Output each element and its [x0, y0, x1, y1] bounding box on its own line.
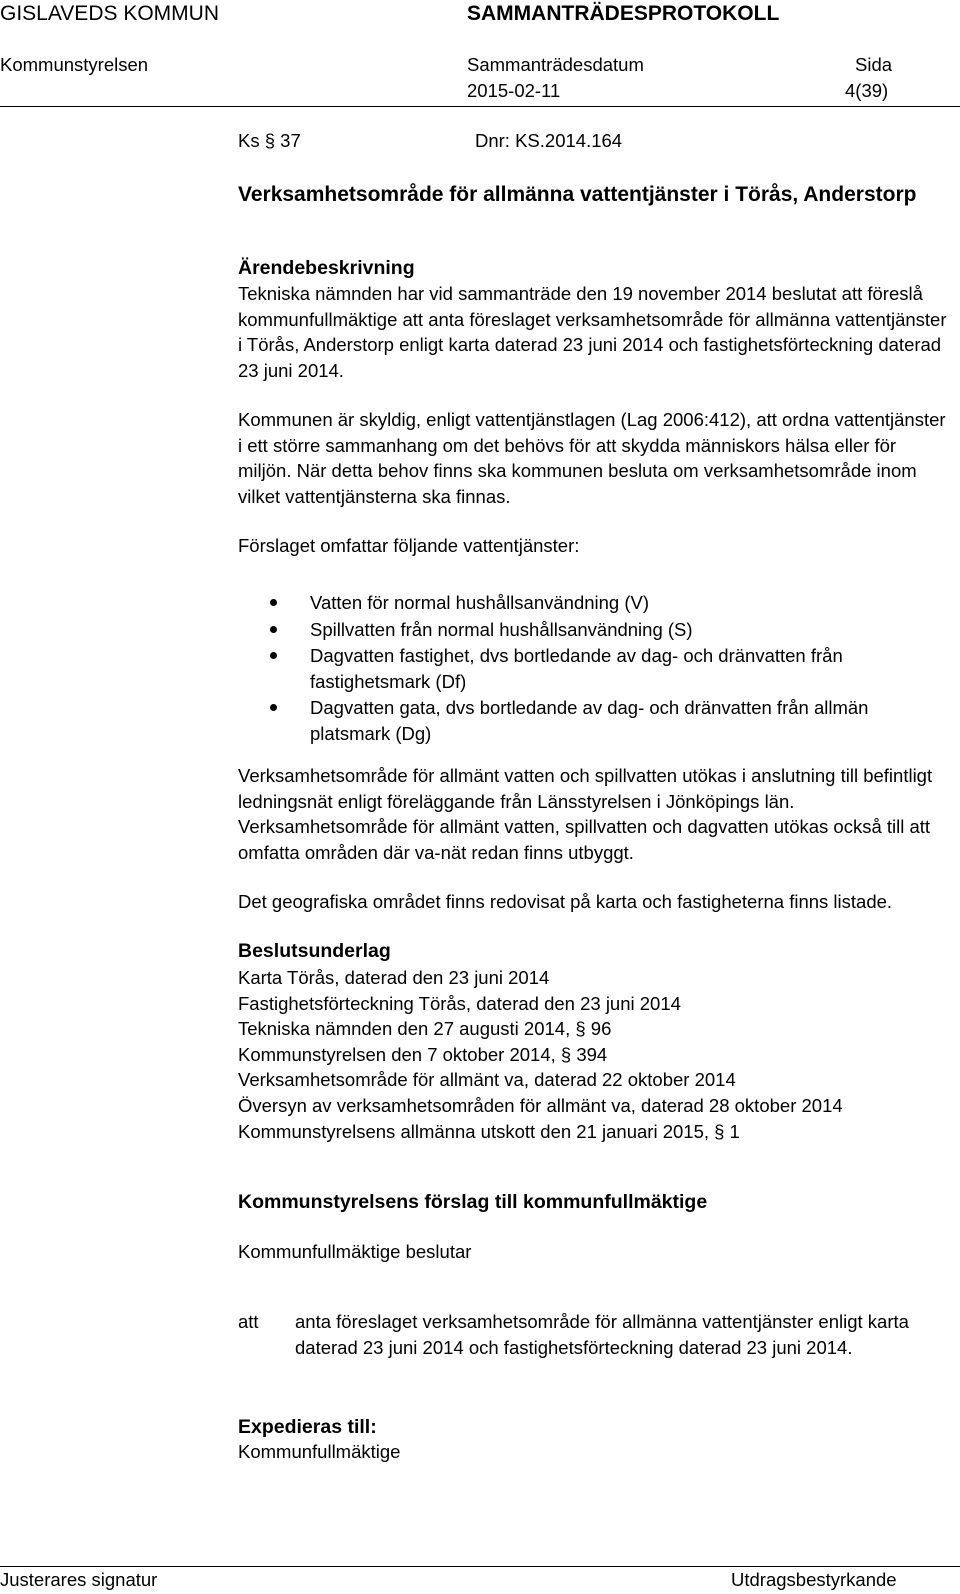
- list-item: Kommunstyrelsen den 7 oktober 2014, § 394: [238, 1043, 608, 1065]
- meeting-date-value: 2015-02-11: [467, 80, 561, 101]
- services-list: [238, 590, 950, 748]
- clause-text: anta föreslaget verksamhetsområde för allmänna vattentjänster enligt karta daterad 23 juni 2014 och fastighetsförteckning daterad 23 juni 2014.: [295, 1311, 909, 1358]
- list-item: Karta Törås, daterad den 23 juni 2014: [238, 967, 550, 988]
- footer-divider: [0, 1566, 960, 1567]
- list-item: Tekniska nämnden den 27 augusti 2014, § 96: [238, 1018, 612, 1040]
- meeting-date-label: Sammanträdesdatum: [467, 54, 644, 75]
- body-label: Kommunstyrelsen: [0, 54, 149, 75]
- bullet-icon: [270, 652, 277, 659]
- decision-intro: Kommunfullmäktige beslutar: [238, 1241, 472, 1262]
- bullet-icon: [270, 599, 277, 606]
- section-heading-beslutsunderlag: Beslutsunderlag: [238, 940, 391, 962]
- municipality-name: GISLAVEDS KOMMUN: [0, 2, 219, 25]
- list-item: Fastighetsförteckning Törås, daterad den 23 juni 2014: [238, 992, 681, 1014]
- recipient: Kommunfullmäktige: [238, 1441, 401, 1462]
- footer-right: Utdragsbestyrkande: [731, 1569, 897, 1590]
- page-title: Verksamhetsområde för allmänna vattentjänster i Törås, Anderstorp: [238, 183, 917, 206]
- list-item: Vatten för normal hushållsanvändning (V): [238, 590, 950, 616]
- case-paragraph: Ks § 37: [238, 130, 301, 151]
- paragraph-5: Det geografiska området finns redovisat på karta och fastigheterna finns listade.: [238, 891, 893, 912]
- list-item: Kommunstyrelsens allmänna utskott den 21 januari 2015, § 1: [238, 1120, 740, 1142]
- list-item: Översyn av verksamhetsområden för allmänt va, daterad 28 oktober 2014: [238, 1094, 843, 1116]
- list-item: Spillvatten från normal hushållsanvändning (S): [238, 617, 950, 643]
- list-item: Dagvatten gata, dvs bortledande av dag- och dränvatten från allmän platsmark (Dg): [238, 695, 950, 746]
- section-heading-expedieras: Expedieras till:: [238, 1416, 377, 1438]
- bullet-icon: [270, 626, 277, 633]
- page-label: Sida: [855, 54, 893, 75]
- paragraph-4: Verksamhetsområde för allmänt vatten och spillvatten utökas i anslutning till befintligt ledningsnät enligt föreläggande från Länsstyrelsen i Jönköpings län. Verksamhetsområde för allmänt vatten, spillvatten och dagvatten utökas också till att omfatta områden där va-nät redan finns utbyggt.: [238, 765, 933, 863]
- section-heading-forslag: Kommunstyrelsens förslag till kommunfullmäktige: [238, 1191, 708, 1213]
- header-divider: [0, 106, 960, 107]
- page-number: 4(39): [845, 80, 889, 101]
- bullet-icon: [270, 704, 277, 711]
- paragraph-3: Förslaget omfattar följande vattentjänster:: [238, 535, 580, 556]
- list-item: Verksamhetsområde för allmänt va, daterad 22 oktober 2014: [238, 1069, 736, 1091]
- list-item: Dagvatten fastighet, dvs bortledande av dag- och dränvatten från fastighetsmark (Df): [238, 643, 950, 694]
- document-type: SAMMANTRÄDESPROTOKOLL: [467, 2, 780, 25]
- paragraph-2: Kommunen är skyldig, enligt vattentjänstlagen (Lag 2006:412), att ordna vattentjänster i ett större sammanhang om det behövs för att skydda människors hälsa eller för miljön. När detta behov finns ska kommunen besluta om verksamhetsområde inom vilket vattentjänsterna ska finnas.: [238, 409, 946, 507]
- section-heading-arendebeskrivning: Ärendebeskrivning: [238, 257, 415, 279]
- decision-basis-list: [238, 965, 843, 1144]
- case-dnr: Dnr: KS.2014.164: [475, 130, 623, 151]
- footer-left: Justerares signatur: [0, 1569, 158, 1590]
- paragraph-1: Tekniska nämnden har vid sammanträde den 19 november 2014 beslutat att föreslå kommunfullmäktige att anta föreslaget verksamhetsområde för allmänna vattentjänster i Törås, Anderstorp enligt karta daterad 23 juni 2014 och fastighetsförteckning daterad 23 juni 2014.: [238, 283, 947, 381]
- clause-key: att: [238, 1311, 259, 1332]
